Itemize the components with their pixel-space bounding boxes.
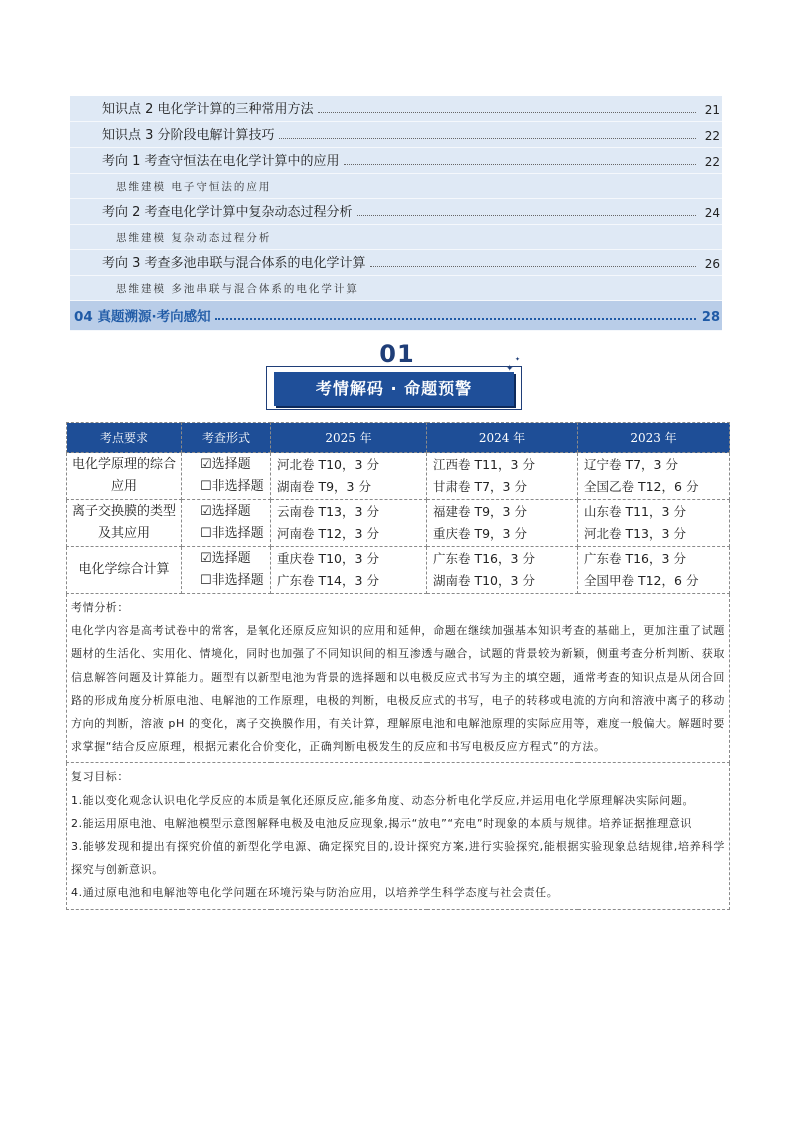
toc-entry-label: 考向 2 考查电化学计算中复杂动态过程分析 [102, 205, 353, 220]
column-header: 2025 年 [271, 423, 427, 453]
toc-leader-dots [370, 266, 696, 267]
nonchoice-unchecked: ☐非选择题 [200, 573, 264, 588]
goal-item: 4.通过原电池和电解池等电化学问题在环境污染与防治应用，以培养学生科学态度与社会责任。 [71, 886, 559, 900]
toc-page-number: 28 [701, 310, 720, 325]
year-2025-cell [271, 500, 427, 547]
toc-leader-dots [344, 164, 696, 165]
toc-leader-dots [357, 215, 696, 216]
goals-cell [67, 763, 730, 909]
toc-page-number: 21 [704, 103, 720, 117]
toc-subentry[interactable] [70, 174, 722, 199]
table-header-row [67, 423, 730, 453]
toc-leader-dots [279, 138, 696, 139]
toc-entry[interactable] [70, 96, 722, 122]
year-2024-cell [427, 547, 578, 594]
exam-item: 重庆卷 T9，3 分 [433, 526, 527, 541]
choice-checked: ☑选择题 [200, 457, 251, 472]
column-header: 2024 年 [427, 423, 578, 453]
toc-entry-label: 考向 3 考查多池串联与混合体系的电化学计算 [102, 256, 366, 271]
table-row [67, 500, 730, 547]
goal-item: 1.能以变化观念认识电化学反应的本质是氧化还原反应,能多角度、动态分析电化学反应,并运用电化学原理解决实际问题。 [71, 793, 695, 807]
toc-leader-dots [318, 112, 696, 113]
year-2023-cell [578, 547, 730, 594]
exam-item: 甘肃卷 T7，3 分 [433, 479, 527, 494]
toc-entry-label: 知识点 3 分阶段电解计算技巧 [102, 128, 275, 143]
sparkle-icon: ✦ [515, 356, 521, 363]
section-title-banner: 考情解码 · 命题预警 [274, 372, 514, 406]
exam-item: 全国乙卷 T12，6 分 [584, 479, 699, 494]
requirement-cell: 电化学综合计算 [67, 547, 182, 594]
goals-title: 复习目标： [71, 770, 129, 784]
exam-item: 辽宁卷 T7，3 分 [584, 457, 678, 472]
section-number: 01 [379, 340, 415, 368]
year-2023-cell [578, 453, 730, 500]
table-row [67, 453, 730, 500]
exam-item: 湖南卷 T10，3 分 [433, 573, 535, 588]
toc-entry-label: 知识点 2 电化学计算的三种常用方法 [102, 102, 314, 117]
toc-subentry[interactable] [70, 276, 722, 301]
choice-checked: ☑选择题 [200, 551, 251, 566]
year-2025-cell [271, 453, 427, 500]
toc-entry[interactable] [70, 199, 722, 225]
toc-page-number: 26 [704, 257, 720, 271]
toc-subentry-label: 思维建模 复杂动态过程分析 [116, 232, 272, 244]
toc-leader-dots [215, 318, 696, 320]
analysis-cell [67, 594, 730, 763]
year-2024-cell [427, 500, 578, 547]
exam-item: 广东卷 T16，3 分 [433, 551, 535, 566]
toc-entry[interactable] [70, 148, 722, 174]
exam-item: 山东卷 T11，3 分 [584, 504, 686, 519]
exam-item: 河北卷 T13，3 分 [584, 526, 686, 541]
goals-row [67, 763, 730, 909]
exam-item: 河南卷 T12，3 分 [277, 526, 379, 541]
goal-item: 3.能够发现和提出有探究价值的新型化学电源、确定探究目的,设计探究方案,进行实验探究,能根据实验现象总结规律,培养科学探究与创新意识。 [71, 840, 725, 877]
goal-item: 2.能运用原电池、电解池模型示意图解释电极及电池反应现象,揭示“放电”“充电”时现象的本质与规律。培养证据推理意识 [71, 816, 692, 830]
toc-page-number: 24 [704, 206, 720, 220]
exam-item: 江西卷 T11，3 分 [433, 457, 535, 472]
form-cell [182, 547, 271, 594]
column-header: 考查形式 [182, 423, 271, 453]
toc-subentry-label: 思维建模 多池串联与混合体系的电化学计算 [116, 283, 359, 295]
toc-section-entry[interactable] [70, 301, 722, 331]
exam-item: 福建卷 T9，3 分 [433, 504, 527, 519]
year-2023-cell [578, 500, 730, 547]
toc-section-label: 04 真题溯源·考向感知 [74, 309, 211, 325]
exam-item: 广东卷 T14，3 分 [277, 573, 379, 588]
exam-item: 广东卷 T16，3 分 [584, 551, 686, 566]
table-row [67, 547, 730, 594]
exam-item: 全国甲卷 T12，6 分 [584, 573, 699, 588]
year-2025-cell [271, 547, 427, 594]
table-of-contents [70, 96, 722, 331]
column-header: 2023 年 [578, 423, 730, 453]
analysis-text: 电化学内容是高考试卷中的常客，是氧化还原反应知识的应用和延伸，命题在继续加强基本知识考查的基础上，更加注重了试题题材的生活化、实用化、情境化，同时也加强了不同知识间的相互渗透与融合，试题的背景较为新颖，侧重考查分析判断、获取信息解答问题及计算能力。题型有以新型电池为背景的选择题和以电极反应式书写为主的填空题，通常考查的知识点是从闭合回路的形成角度分析原电池、电解池的工作原理，电极的判断，电极反应式的书写，电子的转移或电流的方向和溶液中离子的移动方向的判断，溶液 pH 的变化，离子交换膜作用，有关计算，理解原电池和电解池原理的实际应用等，难度一般偏大。解题时要求掌握“结合反应原理，根据元素化合价变化，正确判断电极发生的反应和书写电极反应方程式”的方法。 [71, 624, 725, 754]
toc-subentry[interactable] [70, 225, 722, 250]
year-2024-cell [427, 453, 578, 500]
nonchoice-unchecked: ☐非选择题 [200, 479, 264, 494]
requirement-cell: 电化学原理的综合应用 [67, 453, 182, 500]
exam-item: 河北卷 T10，3 分 [277, 457, 379, 472]
analysis-title: 考情分析： [71, 601, 129, 614]
analysis-row [67, 594, 730, 763]
toc-entry[interactable] [70, 250, 722, 276]
toc-entry-label: 考向 1 考查守恒法在电化学计算中的应用 [102, 154, 340, 169]
exam-analysis-table [66, 422, 730, 910]
toc-entry[interactable] [70, 122, 722, 148]
toc-subentry-label: 思维建模 电子守恒法的应用 [116, 181, 272, 193]
form-cell [182, 453, 271, 500]
exam-item: 湖南卷 T9，3 分 [277, 479, 371, 494]
choice-checked: ☑选择题 [200, 504, 251, 519]
toc-page-number: 22 [704, 155, 720, 169]
form-cell [182, 500, 271, 547]
exam-item: 云南卷 T13，3 分 [277, 504, 379, 519]
requirement-cell: 离子交换膜的类型及其应用 [67, 500, 182, 547]
nonchoice-unchecked: ☐非选择题 [200, 526, 264, 541]
toc-page-number: 22 [704, 129, 720, 143]
column-header: 考点要求 [67, 423, 182, 453]
sparkle-icon: ✦ [506, 364, 514, 374]
exam-item: 重庆卷 T10，3 分 [277, 551, 379, 566]
